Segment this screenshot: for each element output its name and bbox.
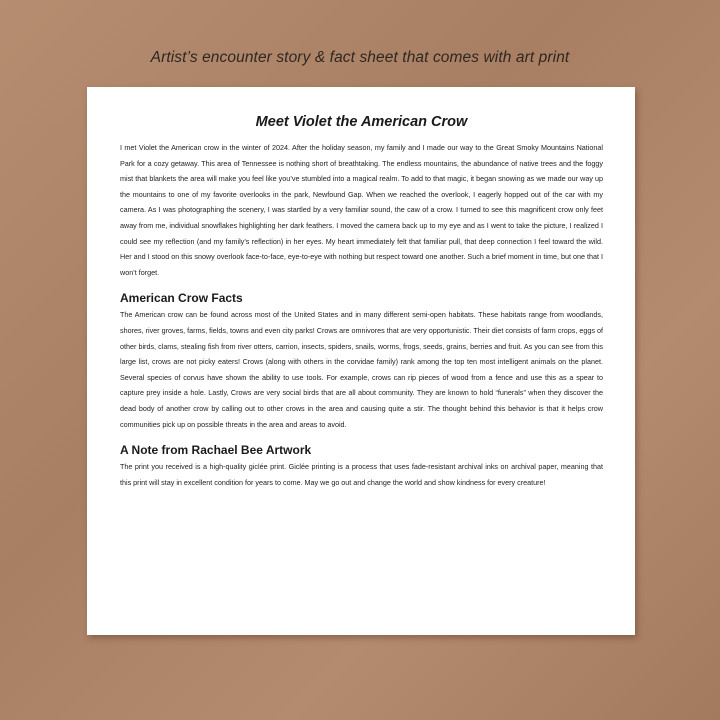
sheet-title: Meet Violet the American Crow — [255, 114, 468, 130]
photo-caption: Artist’s encounter story & fact sheet that comes with art print — [150, 49, 570, 66]
facts-heading: American Crow Facts — [120, 291, 243, 306]
facts-text: The American crow can be found across most of the United States and in many different semi-open habitats. These habitats range from woodlands, shores, river groves, farms, fields, towns and even city parks! Crows are omnivores that are very opportunistic. Their diet consists of farm crops, eggs of other birds, clams, stealing fish from river otters, carrion, insects, spiders, snails, worms, frogs, seeds, grains, berries and fruit. As you can see from this large list, crows are not picky eaters! Crows (along with others in the corvidae family) rank among the top ten most intelligent animals on the planet. Several species of corvus have shown the ability to use tools. For example, crows can rip pieces of wood from a fence and use this as a spear to capture prey inside a hole. Lastly, Crows are very social birds that are all about community. They are known to hold “funerals” when they discover the dead body of another crow by calling out to other crows in the area and causing quite a stir. The thought behind this behavior is that it helps crow communities pick up on possible threats in the area and areas to avoid. — [120, 310, 603, 429]
note-heading: A Note from Rachael Bee Artwork — [120, 443, 312, 458]
encounter-story: I met Violet the American crow in the winter of 2024. After the holiday season, my family and I made our way to the Great Smoky Mountains National Park for a cozy getaway. This area of Tennessee is nothing short of breathtaking. The endless mountains, the abundance of native trees and the foggy mist that blankets the area will make you feel like you’ve stumbled into a magical realm. To add to that magic, it began snowing as we made our way up the mountains to one of my favorite overlooks in the park, Newfound Gap. When we reached the overlook, I eagerly hopped out of the car with my camera. As I was photographing the scenery, I was startled by a very familiar sound, the caw of a crow. I turned to see this magnificent crow only feet away from me, individual snowflakes highlighting her dark feathers. I moved the camera back up to my eye and as I went to take the picture, I realized I could see my reflection (and my family’s reflection) in her eyes. My heart immediately felt that familiar pull, that deep connection I feel toward the wild. Her and I stood on this snowy overlook face-to-face, eye-to-eye with nothing but respect toward one another. Such a brief moment in time, but one that I won’t forget. — [120, 143, 603, 277]
note-text: The print you received is a high-quality giclée print. Giclée printing is a process that uses fade-resistant archival inks on archival paper, meaning that this print will stay in excellent condition for years to come. May we go out and change the world and show kindness for every creature! — [120, 462, 603, 487]
fact-sheet — [87, 87, 635, 635]
